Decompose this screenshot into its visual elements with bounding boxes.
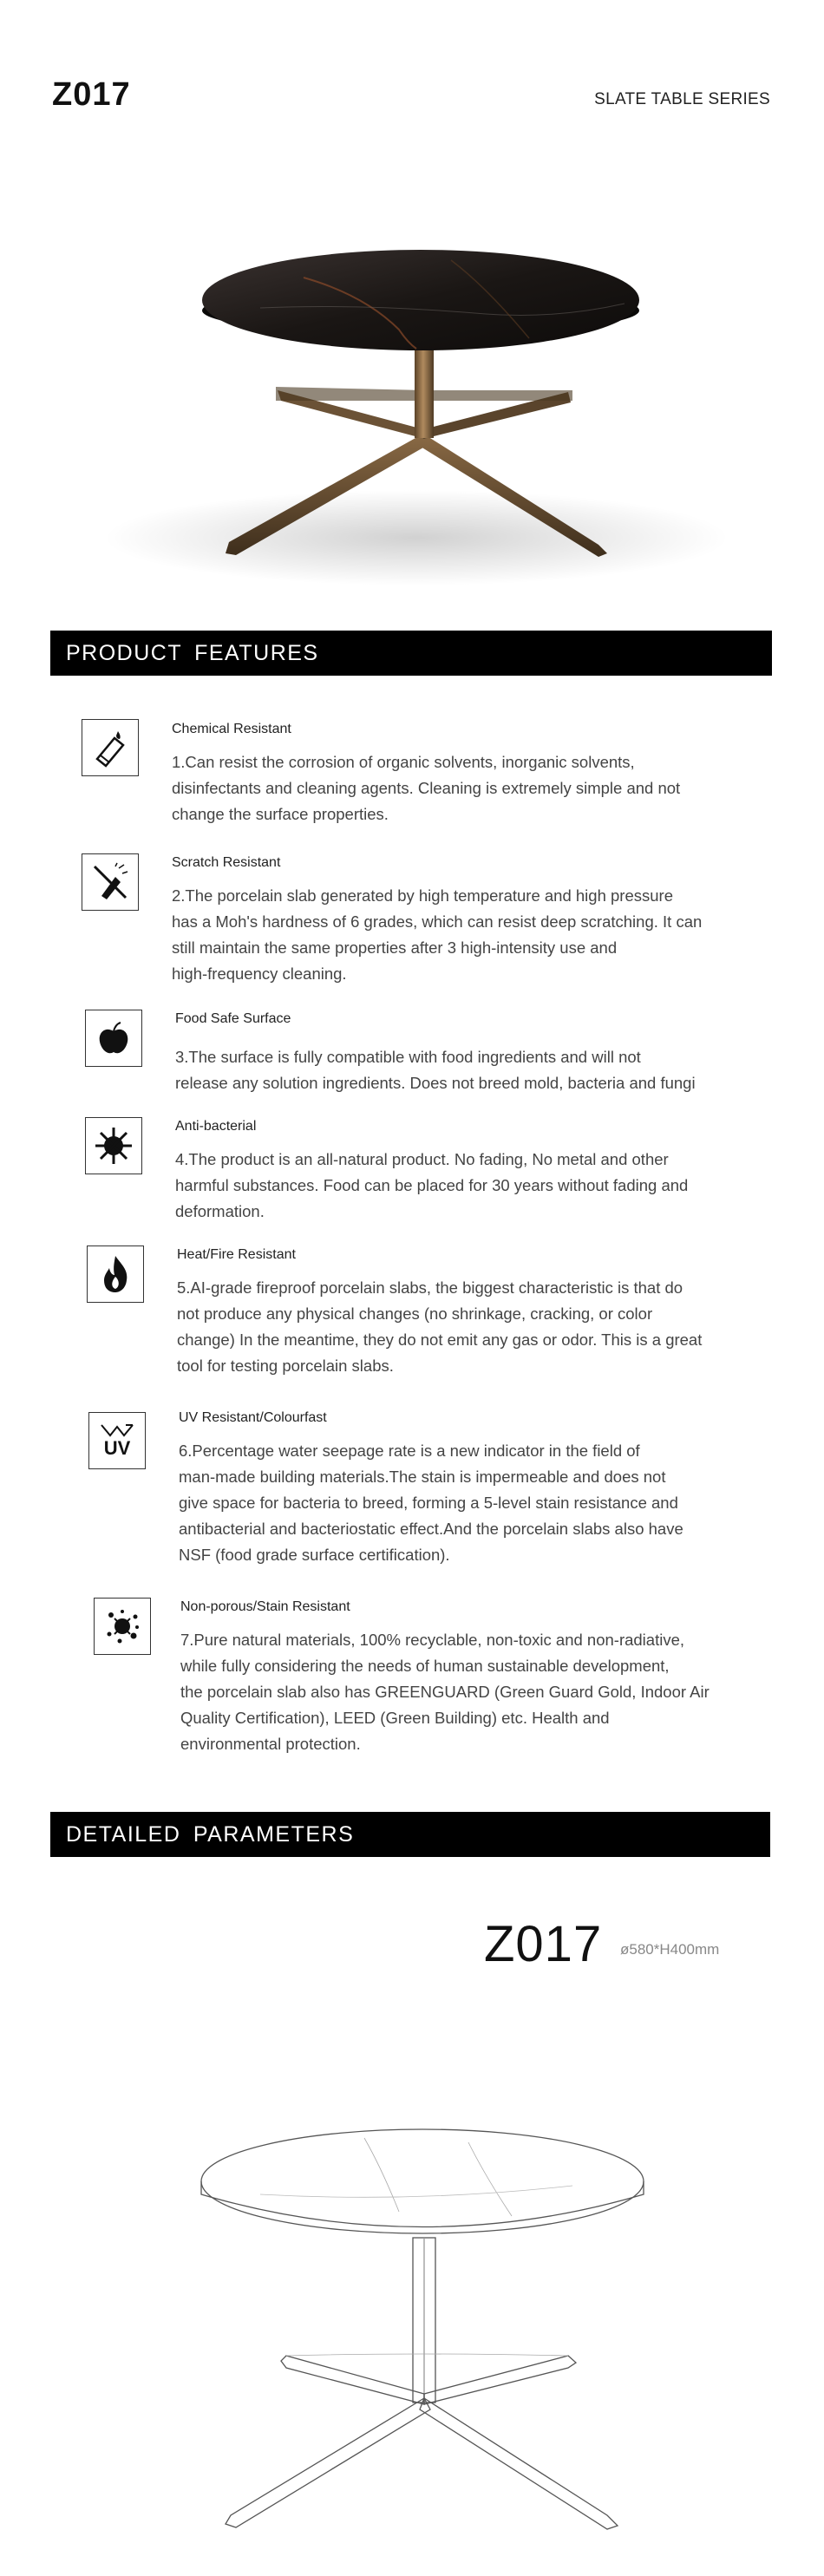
feature-description: 3.The surface is fully compatible with food ingredients and will not release any solution ingredients. Does not breed mold, bacteria and fungi <box>175 1048 696 1092</box>
apple-icon <box>85 1010 142 1067</box>
fire-icon <box>87 1246 144 1303</box>
feature-title: Anti-bacterial <box>175 1119 257 1134</box>
bacteria-icon <box>85 1117 142 1174</box>
feature-description: 7.Pure natural materials, 100% recyclable, non-toxic and non-radiative, while fully considering the needs of human sustainable development, the porcelain slab also has GREENGUARD (Green Guard Gold, Indoor Air Quality Certification), LEED (Green Building) etc. Health and environmental protection. <box>180 1631 710 1753</box>
stain-icon <box>94 1598 151 1655</box>
series-label: SLATE TABLE SERIES <box>594 90 770 108</box>
uv-icon-label: UV <box>103 1437 131 1459</box>
product-photo <box>0 130 824 616</box>
product-features-header: PRODUCT FEATURES <box>50 631 772 676</box>
feature-title: Food Safe Surface <box>175 1011 291 1026</box>
feature-description: 6.Percentage water seepage rate is a new indicator in the field of man-made building materials.The stain is impermeable and does not give space for bacteria to breed, forming a 5-level stain resistance and antibacterial and bacteriostatic effect.And the porcelain slabs also have NSF (food grade surface certification). <box>179 1442 683 1564</box>
feature-title: Scratch Resistant <box>172 855 281 870</box>
scratch-icon <box>82 853 139 911</box>
feature-description: 4.The product is an all-natural product. No fading, No metal and other harmful substances. Food can be placed for 30 years without fading and deformation. <box>175 1150 689 1220</box>
feature-title: Non-porous/Stain Resistant <box>180 1599 350 1614</box>
feature-title: Chemical Resistant <box>172 722 291 736</box>
feature-description: 5.AI-grade fireproof porcelain slabs, the biggest characteristic is that do not produce any physical changes (no shrinkage, cracking, or color change) In the meantime, they do not emit any gas or odor. This is a great tool for testing porcelain slabs. <box>177 1278 703 1375</box>
feature-title: UV Resistant/Colourfast <box>179 1410 327 1425</box>
table-line-drawing <box>0 2064 824 2567</box>
feature-description: 1.Can resist the corrosion of organic solvents, inorganic solvents, disinfectants and cleaning agents. Cleaning is extremely simple and not change the surface properties. <box>172 753 681 823</box>
feature-title: Heat/Fire Resistant <box>177 1247 296 1262</box>
uv-icon <box>88 1412 146 1469</box>
model-title: Z017 <box>52 76 131 113</box>
param-model: Z017 <box>484 1916 603 1972</box>
detailed-parameters-header: DETAILED PARAMETERS <box>50 1812 770 1857</box>
feature-description: 2.The porcelain slab generated by high temperature and high pressure has a Moh's hardness of 6 grades, which can resist deep scratching. It can still maintain the same properties after 3 high-intensity use and high-frequency cleaning. <box>172 886 703 983</box>
chemical-icon <box>82 719 139 776</box>
param-dimensions: ø580*H400mm <box>620 1941 720 1958</box>
